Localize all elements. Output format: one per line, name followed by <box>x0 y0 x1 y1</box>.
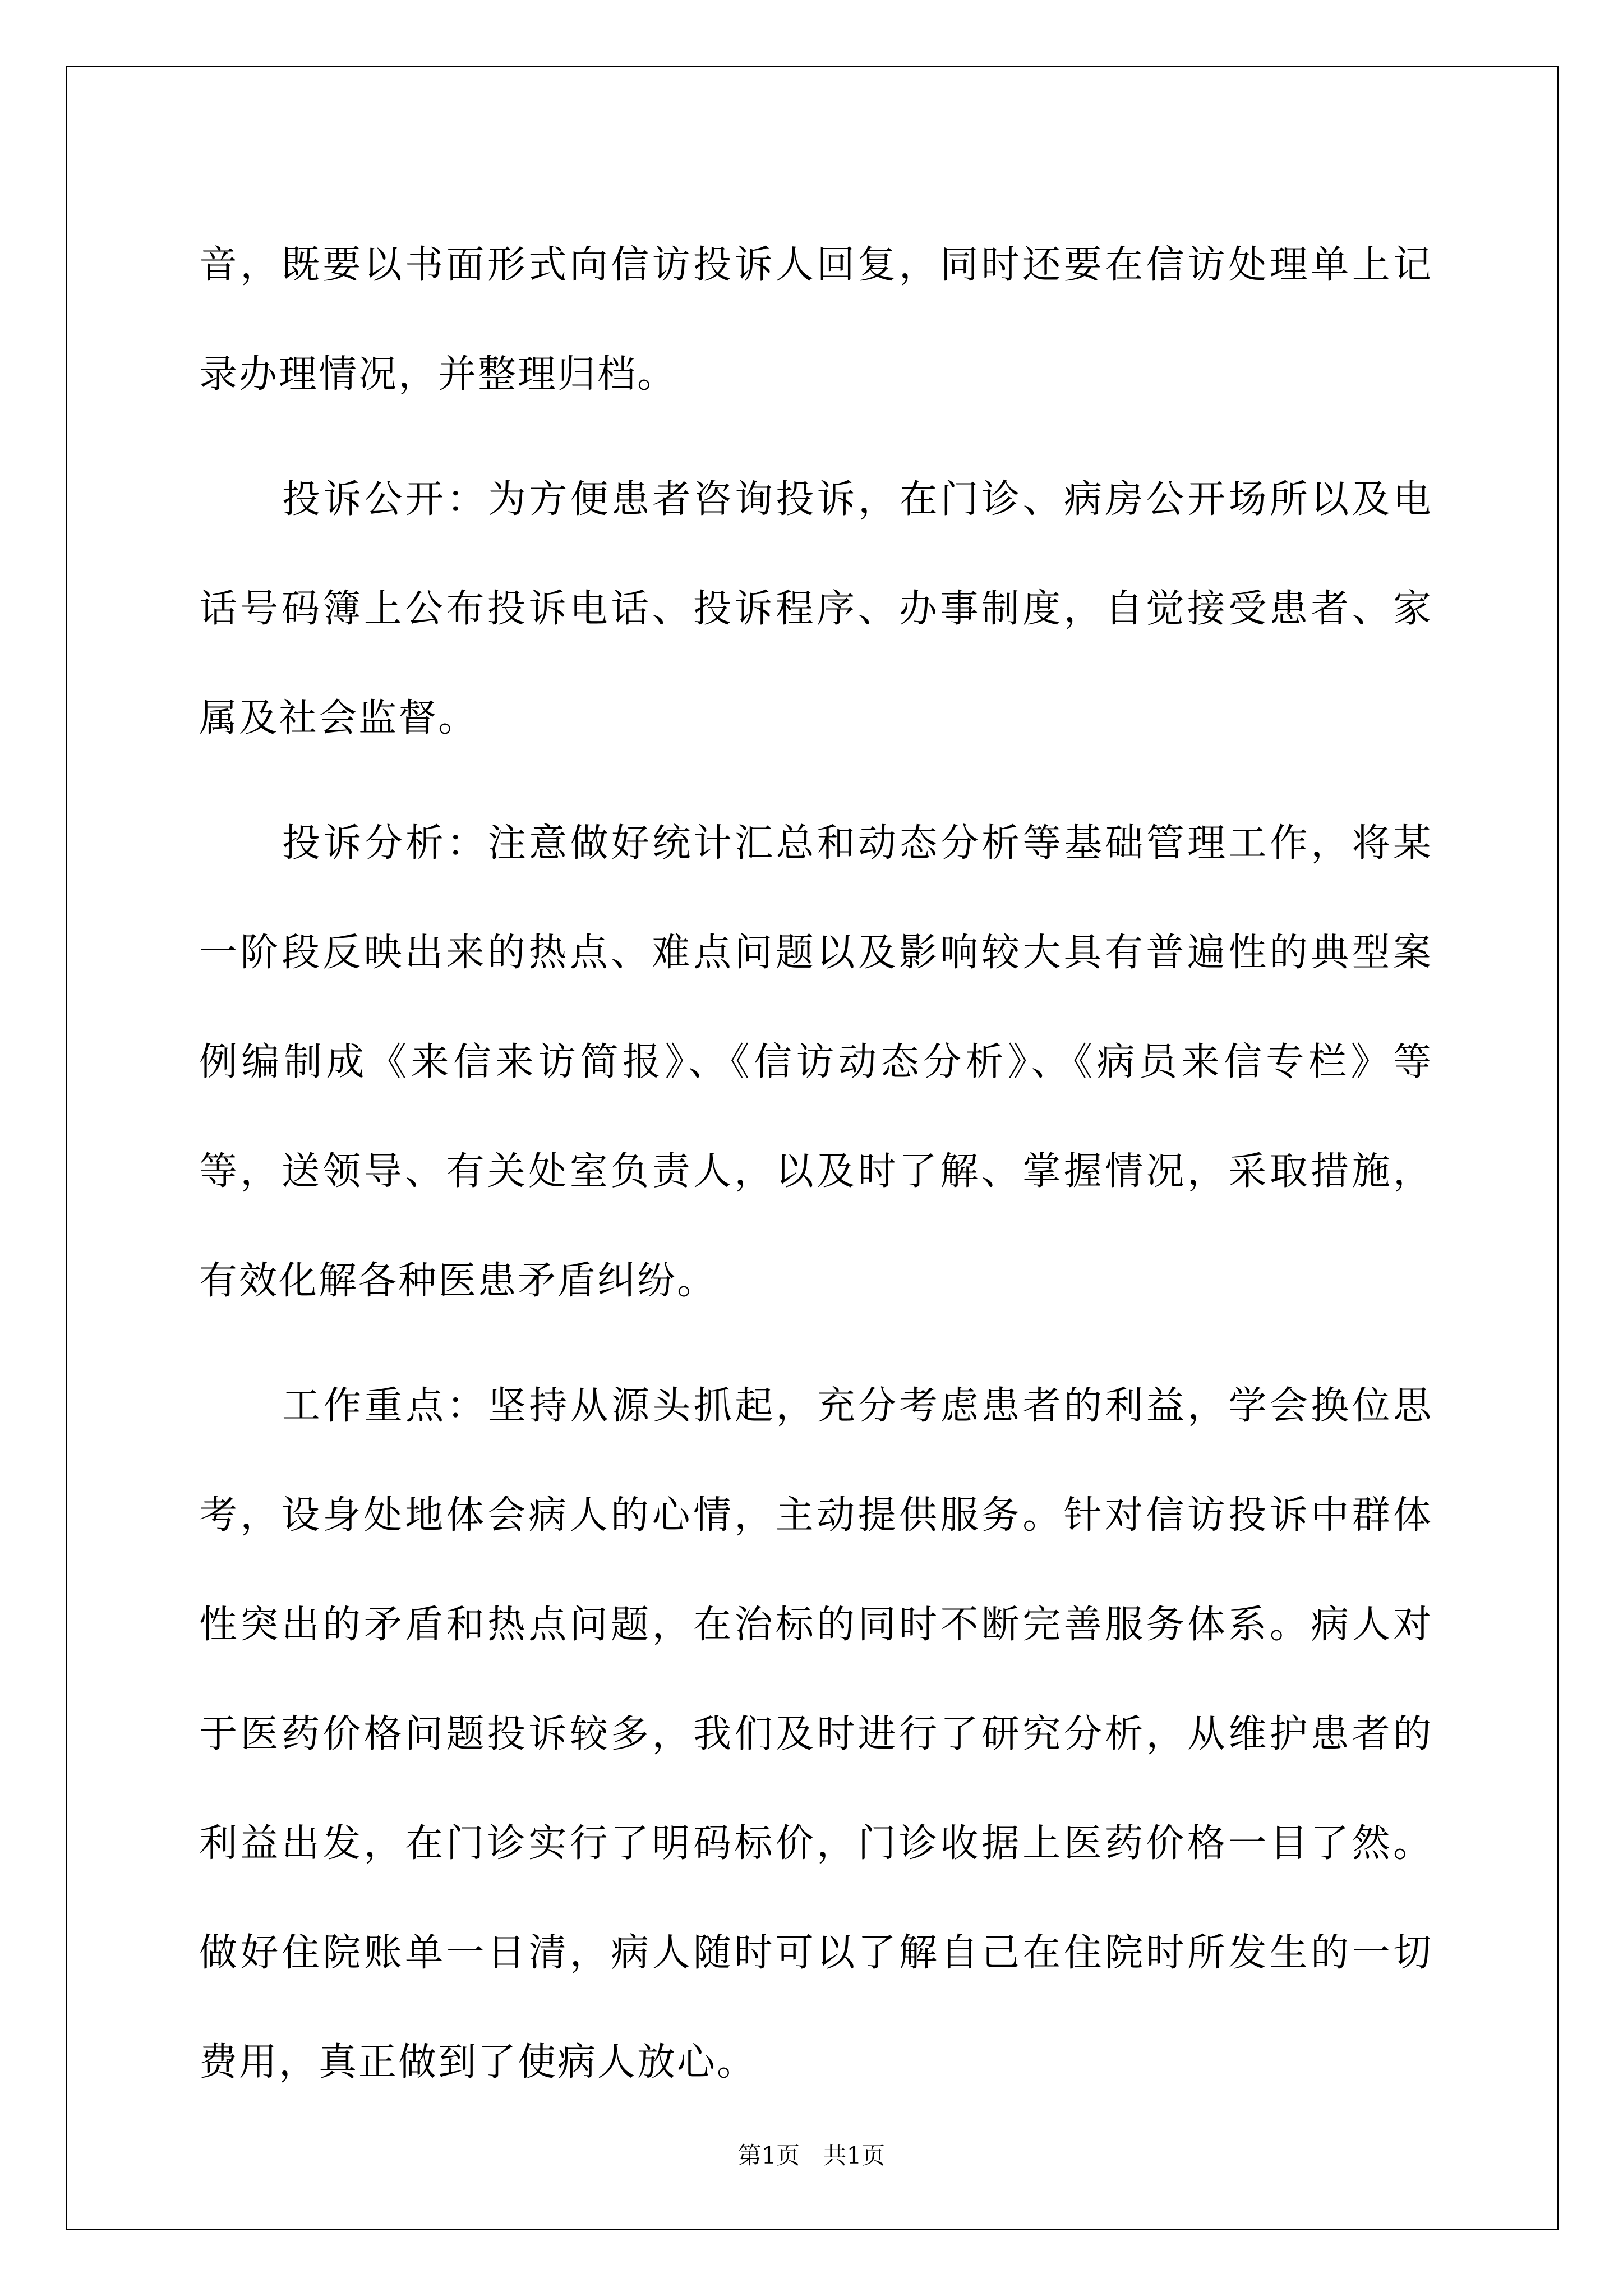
paragraph-complaint-disclosure: 投诉公开：为方便患者咨询投诉，在门诊、病房公开场所以及电话号码簿上公布投诉电话、投诉程序、办事制度，自觉接受患者、家属及社会监督。 <box>199 477 1433 740</box>
page-footer <box>0 2137 1623 2171</box>
paragraph-work-focus: 工作重点：坚持从源头抓起，充分考虑患者的利益，学会换位思考，设身处地体会病人的心情，主动提供服务。针对信访投诉中群体性突出的矛盾和热点问题，在治标的同时不断完善服务体系。病人对于医药价格问题投诉较多，我们及时进行了研究分析，从维护患者的利益出发，在门诊实行了明码标价，门诊收据上医药价格一目了然。做好住院账单一日清，病人随时可以了解自己在住院时所发生的一切费用，真正做到了使病人放心。 <box>199 1384 1433 2085</box>
paragraph-continued: 音，既要以书面形式向信访投诉人回复，同时还要在信访处理单上记录办理情况，并整理归档。 <box>199 243 1433 397</box>
document-body <box>199 210 1433 2133</box>
page-number: 第1页 <box>737 2142 800 2169</box>
paragraph-complaint-analysis: 投诉分析：注意做好统计汇总和动态分析等基础管理工作，将某一阶段反映出来的热点、难点问题以及影响较大具有普遍性的典型案例编制成《来信来访简报》、《信访动态分析》、《病员来信专栏》等等，送领导、有关处室负责人，以及时了解、掌握情况，采取措施，有效化解各种医患矛盾纠纷。 <box>199 821 1433 1303</box>
page-total: 共1页 <box>823 2142 886 2169</box>
